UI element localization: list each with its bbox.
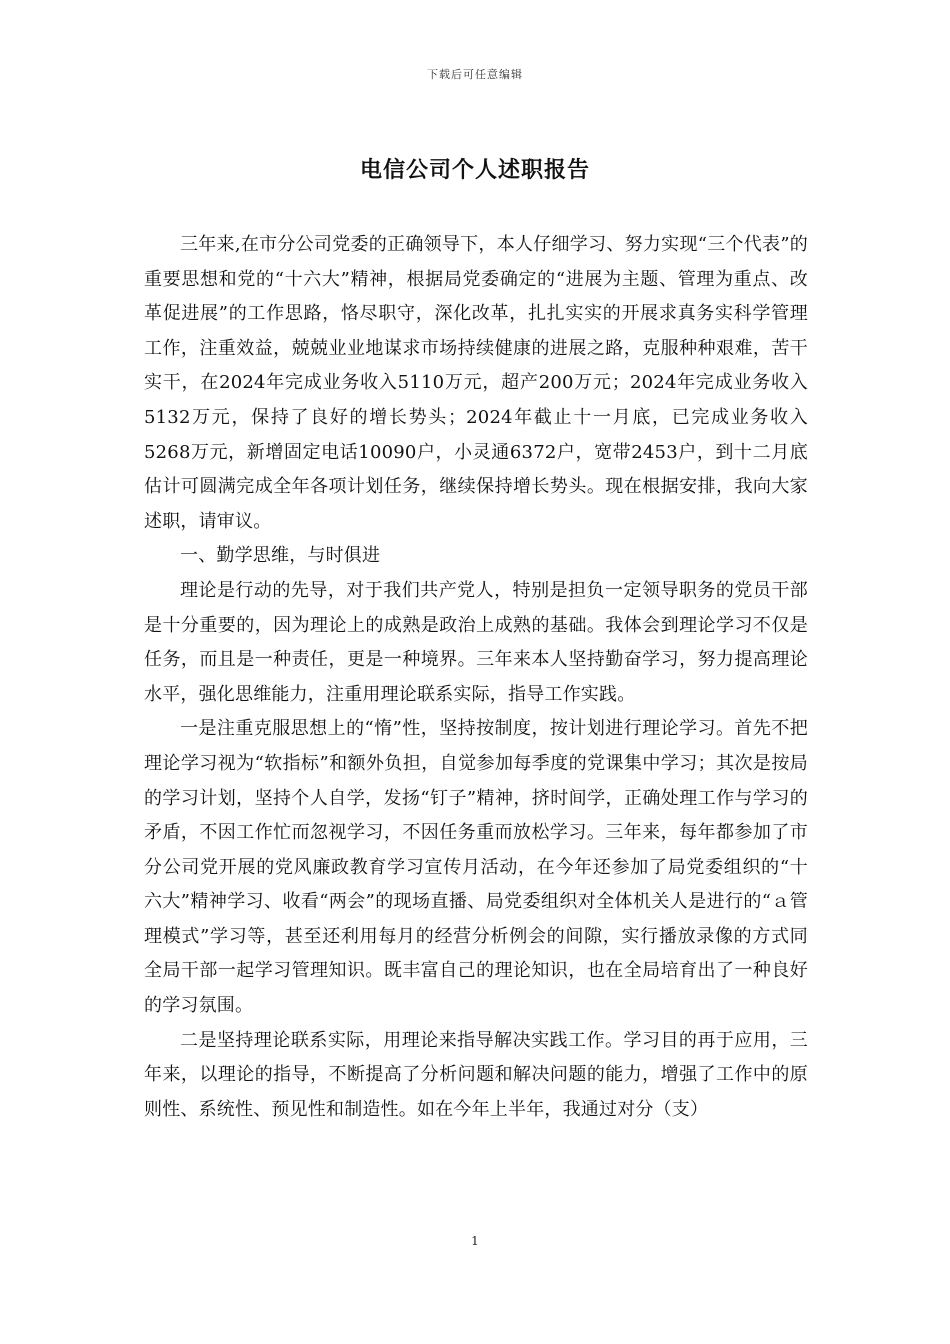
paragraph-intro: 三年来,在市分公司党委的正确领导下，本人仔细学习、努力实现“三个代表”的重要思想和党的“十六大”精神，根据局党委确定的“进展为主题、管理为重点、改革促进展”的工作思路，恪尽职守，深化改革，扎扎实实的开展求真务实科学管理工作，注重效益，兢兢业业地谋求市场持续健康的进展之路，克服种种艰难，苦干实干，在2024年完成业务收入5110万元，超产200万元；2024年完成业务收入5132万元，保持了良好的增长势头；2024年截止十一月底，已完成业务收入5268万元，新增固定电话10090户，小灵通6372户，宽带2453户，到十二月底估计可圆满完成全年各项计划任务，继续保持增长势头。现在根据安排，我向大家述职，请审议。 [144, 234, 808, 532]
paragraph-point-two: 二是坚持理论联系实际，用理论来指导解决实践工作。学习目的再于应用，三年来，以理论的指导，不断提高了分析问题和解决问题的能力，增强了工作中的原则性、系统性、预见性和制造性。如在今年上半年，我通过对分（支） [144, 1029, 808, 1120]
paragraph-theory: 理论是行动的先导，对于我们共产党人，特别是担负一定领导职务的党员干部是十分重要的，因为理论上的成熟是政治上成熟的基础。我体会到理论学习不仅是任务，而且是一种责任，更是一种境界。三年来本人坚持勤奋学习，努力提高理论水平，强化思维能力，注重用理论联系实际，指导工作实践。 [144, 579, 808, 705]
document-body [144, 228, 808, 1127]
header-note: 下载后可任意编辑 [427, 68, 523, 81]
section-heading: 一、勤学思维，与时俱进 [180, 545, 381, 567]
document-title: 电信公司个人述职报告 [359, 157, 590, 183]
paragraph-point-one: 一是注重克服思想上的“惰”性，坚持按制度，按计划进行理论学习。首先不把理论学习视为“软指标”和额外负担，自觉参加每季度的党课集中学习；其次是按局的学习计划，坚持个人自学，发扬“钉子”精神，挤时间学，正确处理工作与学习的矛盾，不因工作忙而忽视学习，不因任务重而放松学习。三年来，每年都参加了市分公司党开展的党风廉政教育学习宣传月活动，在今年还参加了局党委组织的“十六大”精神学习、收看“两会”的现场直播、局党委组织对全体机关人是进行的“ａ管理模式”学习等，甚至还利用每月的经营分析例会的间隙，实行播放录像的方式同全局干部一起学习管理知识。既丰富自己的理论知识，也在全局培育出了一种良好的学习氛围。 [144, 718, 808, 1017]
page-number: 1 [471, 1234, 479, 1248]
